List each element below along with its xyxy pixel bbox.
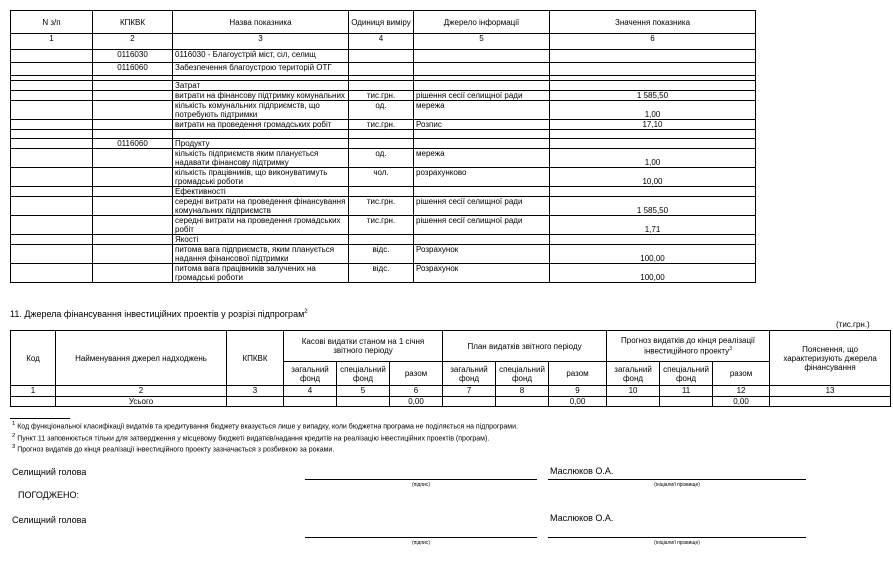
header-name: Назва показника	[173, 11, 349, 34]
cell-source: мережа	[414, 101, 550, 120]
cell-name: кількість комунальних підприємств, що потребують підтримки	[173, 101, 349, 120]
indicator-row	[11, 197, 756, 216]
section11-title	[10, 309, 308, 319]
cell-n	[11, 245, 93, 264]
total-cash: 0,00	[390, 397, 443, 407]
cell-source: Розпис	[414, 120, 550, 130]
cell-value	[550, 139, 756, 149]
cell-value: 100,00	[550, 245, 756, 264]
indicator-row	[11, 130, 756, 139]
indicators-header-row	[11, 11, 756, 34]
section11-title-sup: 2	[304, 309, 308, 315]
header-forecast-text: Прогноз видатків до кінця реалізації інвестиційного проекту	[621, 336, 756, 356]
indicator-row	[11, 81, 756, 91]
cell-n	[11, 149, 93, 168]
header-source: Джерело інформації	[414, 11, 550, 34]
indicators-body	[11, 50, 756, 283]
financing-table	[10, 330, 891, 407]
name-line-2	[548, 537, 806, 538]
indicator-row	[11, 91, 756, 101]
cell-name: 0116030 - Благоустрій міст, сіл, селищ	[173, 50, 349, 63]
cell-kpkvk	[93, 130, 173, 139]
signatory-title-2: Селищний голова	[12, 515, 87, 525]
cell-kpkvk	[93, 216, 173, 235]
cell-kpkvk	[93, 91, 173, 101]
cell-kpkvk: 0116060	[93, 139, 173, 149]
cell-kpkvk	[93, 101, 173, 120]
cell-value	[550, 235, 756, 245]
colnum: 5	[337, 386, 390, 397]
header-total: разом	[713, 362, 770, 386]
header-total: разом	[549, 362, 607, 386]
cell-kpkvk: 0116060	[93, 63, 173, 76]
header-kpkvk: КПКВК	[93, 11, 173, 34]
cell-source: мережа	[414, 149, 550, 168]
colnum: 4	[349, 34, 414, 50]
cell-n	[11, 216, 93, 235]
units-label: (тис.грн.)	[836, 320, 870, 329]
cell-value	[550, 187, 756, 197]
total-forecast: 0,00	[713, 397, 770, 407]
cell-kpkvk	[93, 149, 173, 168]
cell-unit	[349, 81, 414, 91]
colnum: 11	[660, 386, 713, 397]
cell-unit: тис.грн.	[349, 197, 414, 216]
header-special: спеціальний фонд	[496, 362, 549, 386]
indicator-row	[11, 120, 756, 130]
cell-value	[550, 130, 756, 139]
cell-source: рішення сесії селищної ради	[414, 91, 550, 101]
cell-value: 100,00	[550, 264, 756, 283]
cell-name: Ефективності	[173, 187, 349, 197]
header-special: спеціальний фонд	[660, 362, 713, 386]
header-plan: План видатків звітного періоду	[443, 331, 607, 362]
colnum: 5	[414, 34, 550, 50]
indicators-colnum-row	[11, 34, 756, 50]
colnum: 1	[11, 386, 56, 397]
indicator-row	[11, 216, 756, 235]
cell-source	[414, 81, 550, 91]
cell-n	[11, 235, 93, 245]
indicator-row	[11, 50, 756, 63]
section11-title-text: 11. Джерела фінансування інвестиційних проектів у розрізі підпрограм	[10, 309, 305, 319]
cell-kpkvk	[93, 187, 173, 197]
cell-n	[11, 168, 93, 187]
cell-value: 1,00	[550, 101, 756, 120]
colnum: 10	[607, 386, 660, 397]
header-total: разом	[390, 362, 443, 386]
signature-line-2	[305, 537, 537, 538]
indicator-row	[11, 168, 756, 187]
colnum: 4	[284, 386, 337, 397]
signatory-name-2: Маслюков О.А.	[550, 513, 614, 523]
cell-kpkvk	[93, 81, 173, 91]
cell-value: 1,71	[550, 216, 756, 235]
cell-n	[11, 63, 93, 76]
cell-source: рішення сесії селищної ради	[414, 197, 550, 216]
indicator-row	[11, 149, 756, 168]
footnote-2	[12, 433, 489, 442]
colnum: 3	[227, 386, 284, 397]
cell-unit: од.	[349, 149, 414, 168]
cell-unit	[349, 130, 414, 139]
cell-unit: тис.грн.	[349, 120, 414, 130]
cell-source	[414, 139, 550, 149]
total-plan: 0,00	[549, 397, 607, 407]
name-caption-2: (ініціали/і прізвище)	[654, 540, 700, 546]
cell-name: середні витрати на проведення громадських робіт	[173, 216, 349, 235]
colnum: 13	[770, 386, 891, 397]
cell-name: Затрат	[173, 81, 349, 91]
indicators-table	[10, 10, 756, 283]
cell-name: Забезпечення благоустрою територій ОТГ	[173, 63, 349, 76]
cell-kpkvk	[93, 245, 173, 264]
financing-total-row	[11, 397, 891, 407]
header-source-name: Найменування джерел надходжень	[56, 331, 227, 386]
header-explain: Пояснення, що характеризують джерела фінансування	[770, 331, 891, 386]
cell-unit: відс.	[349, 245, 414, 264]
signatory-title-1: Селищний голова	[12, 467, 87, 477]
footnote-mark: 3	[12, 444, 16, 450]
name-line-1	[548, 479, 806, 480]
colnum: 8	[496, 386, 549, 397]
cell-value	[550, 50, 756, 63]
cell-value: 10,00	[550, 168, 756, 187]
cell-unit	[349, 139, 414, 149]
colnum: 9	[549, 386, 607, 397]
cell-source	[414, 187, 550, 197]
cell-n	[11, 139, 93, 149]
cell-source	[414, 235, 550, 245]
indicator-row	[11, 187, 756, 197]
cell-source	[414, 63, 550, 76]
cell-name: питома вага працівників залучених на громадські роботи	[173, 264, 349, 283]
financing-colnum-row	[11, 386, 891, 397]
header-general: загальний фонд	[607, 362, 660, 386]
footnote-mark: 1	[12, 421, 16, 427]
cell-kpkvk	[93, 264, 173, 283]
cell-unit	[349, 235, 414, 245]
cell-value: 17,10	[550, 120, 756, 130]
colnum: 1	[11, 34, 93, 50]
footnote-text: Код функціональної класифікації видатків та кредитування бюджету вказується лише у випадку, коли бюджетна програма не поділяється на підпрограми.	[17, 423, 518, 431]
footnote-mark: 2	[12, 433, 16, 439]
indicator-row	[11, 245, 756, 264]
indicator-row	[11, 139, 756, 149]
cell-name	[173, 130, 349, 139]
header-forecast	[607, 331, 770, 362]
footnote-text: Пункт 11 заповнюється тільки для затвердження у місцевому бюджеті видатків/надання кредитів на реалізацію інвестиційних проектів (програм).	[17, 435, 490, 443]
colnum: 2	[93, 34, 173, 50]
cell-unit	[349, 187, 414, 197]
header-cash: Касові видатки станом на 1 січня звітного періоду	[284, 331, 443, 362]
name-caption-1: (ініціали/і прізвище)	[654, 482, 700, 488]
signature-caption-1: (підпис)	[411, 482, 431, 488]
indicator-row	[11, 235, 756, 245]
cell-kpkvk	[93, 120, 173, 130]
cell-n	[11, 187, 93, 197]
cell-unit: відс.	[349, 264, 414, 283]
cell-name: середні витрати на проведення фінансування комунальних підприємств	[173, 197, 349, 216]
cell-name: Продукту	[173, 139, 349, 149]
cell-n	[11, 101, 93, 120]
cell-unit	[349, 63, 414, 76]
colnum: 7	[443, 386, 496, 397]
colnum: 3	[173, 34, 349, 50]
header-kod: Код	[11, 331, 56, 386]
cell-kpkvk	[93, 235, 173, 245]
cell-value: 1 585,50	[550, 91, 756, 101]
cell-n	[11, 120, 93, 130]
cell-kpkvk	[93, 168, 173, 187]
cell-name: питома вага підприємств, яким планується надання фінансової підтримки	[173, 245, 349, 264]
cell-name: витрати на проведення громадських робіт	[173, 120, 349, 130]
cell-value	[550, 63, 756, 76]
cell-unit: тис.грн.	[349, 91, 414, 101]
cell-unit: тис.грн.	[349, 216, 414, 235]
indicator-row	[11, 101, 756, 120]
header-forecast-sup: 3	[729, 346, 732, 353]
cell-source: Розрахунок	[414, 264, 550, 283]
cell-name: кількість підприємств яким планується надавати фінансову підтримку	[173, 149, 349, 168]
cell-n	[11, 81, 93, 91]
signatory-name-1: Маслюков О.А.	[550, 466, 614, 476]
cell-name: кількість працівників, що виконуватимуть громадські роботи	[173, 168, 349, 187]
cell-source: розрахунково	[414, 168, 550, 187]
colnum: 6	[390, 386, 443, 397]
cell-source	[414, 130, 550, 139]
cell-n	[11, 50, 93, 63]
colnum: 12	[713, 386, 770, 397]
footnote-1	[12, 421, 518, 430]
header-unit: Одиниця виміру	[349, 11, 414, 34]
cell-kpkvk	[93, 197, 173, 216]
footnote-3	[12, 444, 334, 453]
signature-line-1	[305, 479, 537, 480]
header-general: загальний фонд	[284, 362, 337, 386]
cell-unit: чол.	[349, 168, 414, 187]
colnum: 2	[56, 386, 227, 397]
cell-n	[11, 91, 93, 101]
signature-caption-2: (підпис)	[411, 540, 431, 546]
header-n: N з/п	[11, 11, 93, 34]
cell-n	[11, 264, 93, 283]
colnum: 6	[550, 34, 756, 50]
cell-source: рішення сесії селищної ради	[414, 216, 550, 235]
cell-n	[11, 197, 93, 216]
total-label: Усього	[56, 397, 227, 407]
header-general: загальний фонд	[443, 362, 496, 386]
cell-source	[414, 50, 550, 63]
cell-name: Якості	[173, 235, 349, 245]
indicator-row	[11, 264, 756, 283]
header-special: спеціальний фонд	[337, 362, 390, 386]
cell-value: 1,00	[550, 149, 756, 168]
cell-source: Розрахунок	[414, 245, 550, 264]
cell-unit	[349, 50, 414, 63]
footnote-text: Прогноз видатків до кінця реалізації інвестиційного проекту зазначається з розбивкою за роками.	[17, 446, 335, 454]
cell-name: витрати на фінансову підтримку комунальних	[173, 91, 349, 101]
cell-kpkvk: 0116030	[93, 50, 173, 63]
footnote-divider	[10, 418, 70, 419]
cell-value	[550, 81, 756, 91]
cell-n	[11, 130, 93, 139]
header-value: Значення показника	[550, 11, 756, 34]
indicator-row	[11, 63, 756, 76]
cell-unit: од.	[349, 101, 414, 120]
header-kpkvk: КПКВК	[227, 331, 284, 386]
agreed-label: ПОГОДЖЕНО:	[18, 490, 80, 500]
cell-value: 1 585,50	[550, 197, 756, 216]
